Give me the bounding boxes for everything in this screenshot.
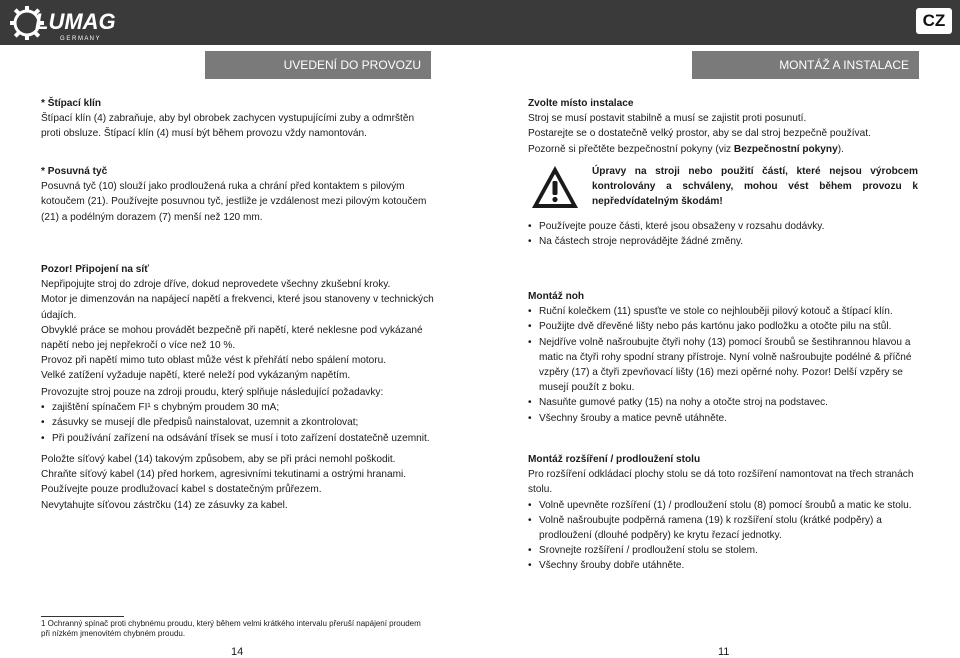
paragraph-line: Obvyklé práce se mohou provádět bezpečně při napětí, které neklesne pod vykázané (41, 324, 423, 336)
warning-list (528, 219, 824, 249)
section-title: * Posuvná tyč (41, 166, 108, 177)
section-title: * Štípací klín (41, 98, 102, 109)
right-section-header: MONTÁŽ A INSTALACE (692, 51, 919, 79)
list-item: • Použijte dvě dřevěné lišty nebo pás kartónu jako podložku a otočte pilu na stůl. (528, 319, 920, 334)
list-item: • Při používání zařízení na odsávání třísek se musí i toto zařízení dostatečně uzemnit. (41, 431, 430, 446)
paragraph-line: Nepřipojujte stroj do zdroje dříve, dokud neprovedete všechny zkušební kroky. (41, 279, 391, 291)
list-item: • Všechny šrouby a matice pevně utáhněte. (528, 411, 920, 426)
top-bar (0, 0, 960, 45)
installation-location-section (528, 96, 920, 157)
svg-text:LUMAG: LUMAG (35, 9, 116, 34)
list-item: • Používejte pouze části, které jsou obsaženy v rozsahu dodávky. (528, 219, 824, 234)
paragraph-line: Velké zatížení vyžaduje napětí, které neleží pod vykázaným napětím. (41, 370, 351, 382)
paragraph-line: kotoučem (21). Používejte posuvnou tyč, jestliže je vzdálenost mezi pilovým kotoučem (41, 196, 427, 208)
paragraph-line: Stroj se musí postavit stabilně a musí se zajistit proti posunutí. (528, 113, 807, 125)
list-item: • zajištění spínačem FI¹ s chybným proudem 30 mA; (41, 400, 430, 415)
paragraph-line: Pozorně si přečtěte bezpečnostní pokyny (viz Bezpečnostní pokyny). (528, 143, 844, 155)
left-section-header: UVEDENÍ DO PROVOZU (205, 51, 431, 79)
list-item: • Všechny šrouby dobře utáhněte. (528, 558, 920, 573)
warning-line: nepředvídatelným škodám! (592, 196, 723, 208)
paragraph-line: Používejte pouze prodlužovací kabel s dostatečným průřezem. (41, 484, 322, 496)
section-title: Montáž rozšíření / prodloužení stolu (528, 454, 701, 465)
paragraph-line: stolu. (528, 484, 553, 496)
paragraph-line: (21) a podélným dorazem (7) menší než 120 mm. (41, 211, 263, 223)
paragraph-line: Pro rozšíření odkládací plochy stolu se dá toto rozšíření namontovat na třech stranách (528, 469, 914, 481)
section-title: Zvolte místo instalace (528, 98, 634, 109)
warning-line: Úpravy na stroji nebo použití částí, které nejsou výrobcem (592, 166, 918, 177)
paragraph-line: Provoz při napětí mimo tuto oblast může vést k přehřátí nebo spálení motoru. (41, 355, 387, 367)
requirements-list (41, 400, 430, 446)
list-item: • zásuvky se musejí dle předpisů nainstalovat, uzemnit a zkontrolovat; (41, 415, 430, 430)
warning-line: kontrolovány a schváleny, mohou vést během provozu k (592, 181, 918, 193)
paragraph-line: Položte síťový kabel (14) takovým způsobem, aby se při práci nemohl poškodit. (41, 454, 396, 465)
paragraph-line: údajích. (41, 309, 77, 321)
table-extension-section (528, 452, 920, 574)
section-title: Montáž noh (528, 291, 585, 302)
list-item: • Srovnejte rozšíření / prodloužení stolu se stolem. (528, 543, 920, 558)
section-title: Pozor! Připojení na síť (41, 264, 150, 275)
paragraph-line: Motor je dimenzován na napájecí napětí a frekvenci, které jsou stanoveny v technických (41, 294, 434, 306)
list-item: • Nejdříve volně našroubujte čtyři nohy (13) pomocí šroubů se šestihrannou hlavou a matic na čtyři rohy spodní strany přístroje. Nyní volně našroubujte podélné & příčné vzpěry (17) a čtyři zpevňovací lišty (16) mezi opěrné nohy. Pozor! Delší vzpěry se musejí použít z boku. (528, 335, 920, 396)
paragraph-line: Štípací klín (4) zabraňuje, aby byl obrobek zachycen vystupujícími zuby a odmrštěn (41, 113, 415, 125)
push-stick-section (41, 164, 426, 225)
paragraph-line: Postarejte se o dostatečně velký prostor, aby se dal stroj bezpečně používat. (528, 128, 871, 140)
paragraph-line: napětí nebo jej nepřekročí o více než 10 %. (41, 340, 236, 352)
paragraph-line: Nevytahujte síťovou zástrčku (14) ze zásuvky za kabel. (41, 499, 288, 511)
lumag-logo (8, 3, 138, 43)
paragraph-line: proti obsluze. Štípací klín (4) musí být během provozu vždy namontován. (41, 128, 367, 140)
footnote-divider (41, 616, 124, 617)
splitting-wedge-section (41, 96, 414, 142)
warning-triangle-icon (530, 164, 580, 210)
power-requirements-section (41, 385, 430, 446)
list-item: • Na částech stroje neprovádějte žádné změny. (528, 234, 824, 249)
svg-text:G E R M A N Y: G E R M A N Y (60, 36, 100, 42)
legs-assembly-section (528, 289, 920, 426)
list-item: • Nasuňte gumové patky (15) na nohy a otočte stroj na podstavec. (528, 395, 920, 410)
warning-text-end (592, 194, 723, 209)
warning-text (592, 164, 918, 194)
list-item: • Ruční kolečkem (11) spusťte ve stole co nejhlouběji pilový kotouč a štípací klín. (528, 304, 920, 319)
footnote: 1 Ochranný spínač proti chybnému proudu, který během velmi krátkého intervalu přeruší napájení proudem při nízkém jmenovitém chybném proudu. (41, 619, 421, 639)
paragraph-line: Posuvná tyč (10) slouží jako prodloužená ruka a chrání před kontaktem s pilovým (41, 181, 405, 193)
paragraph-line: Provozujte stroj pouze na zdroji proudu, který splňuje následující požadavky: (41, 387, 384, 398)
list-item: • Volně upevněte rozšíření (1) / prodloužení stolu (8) pomocí šroubů a matic ke stolu. (528, 498, 920, 513)
page-number-right: 11 (718, 646, 730, 658)
power-connection-section (41, 262, 434, 384)
page-number-left: 14 (231, 646, 244, 658)
cable-section (41, 452, 406, 513)
list-item: • Volně našroubujte podpěrná ramena (19) k rozšíření stolu (krátké podpěry) a prodloužení (dlouhé podpěry) ke krytu řezací jednotky. (528, 513, 920, 543)
paragraph-line: Chraňte síťový kabel (14) před horkem, agresivními tekutinami a ostrými hranami. (41, 469, 407, 481)
language-badge: CZ (916, 8, 952, 34)
